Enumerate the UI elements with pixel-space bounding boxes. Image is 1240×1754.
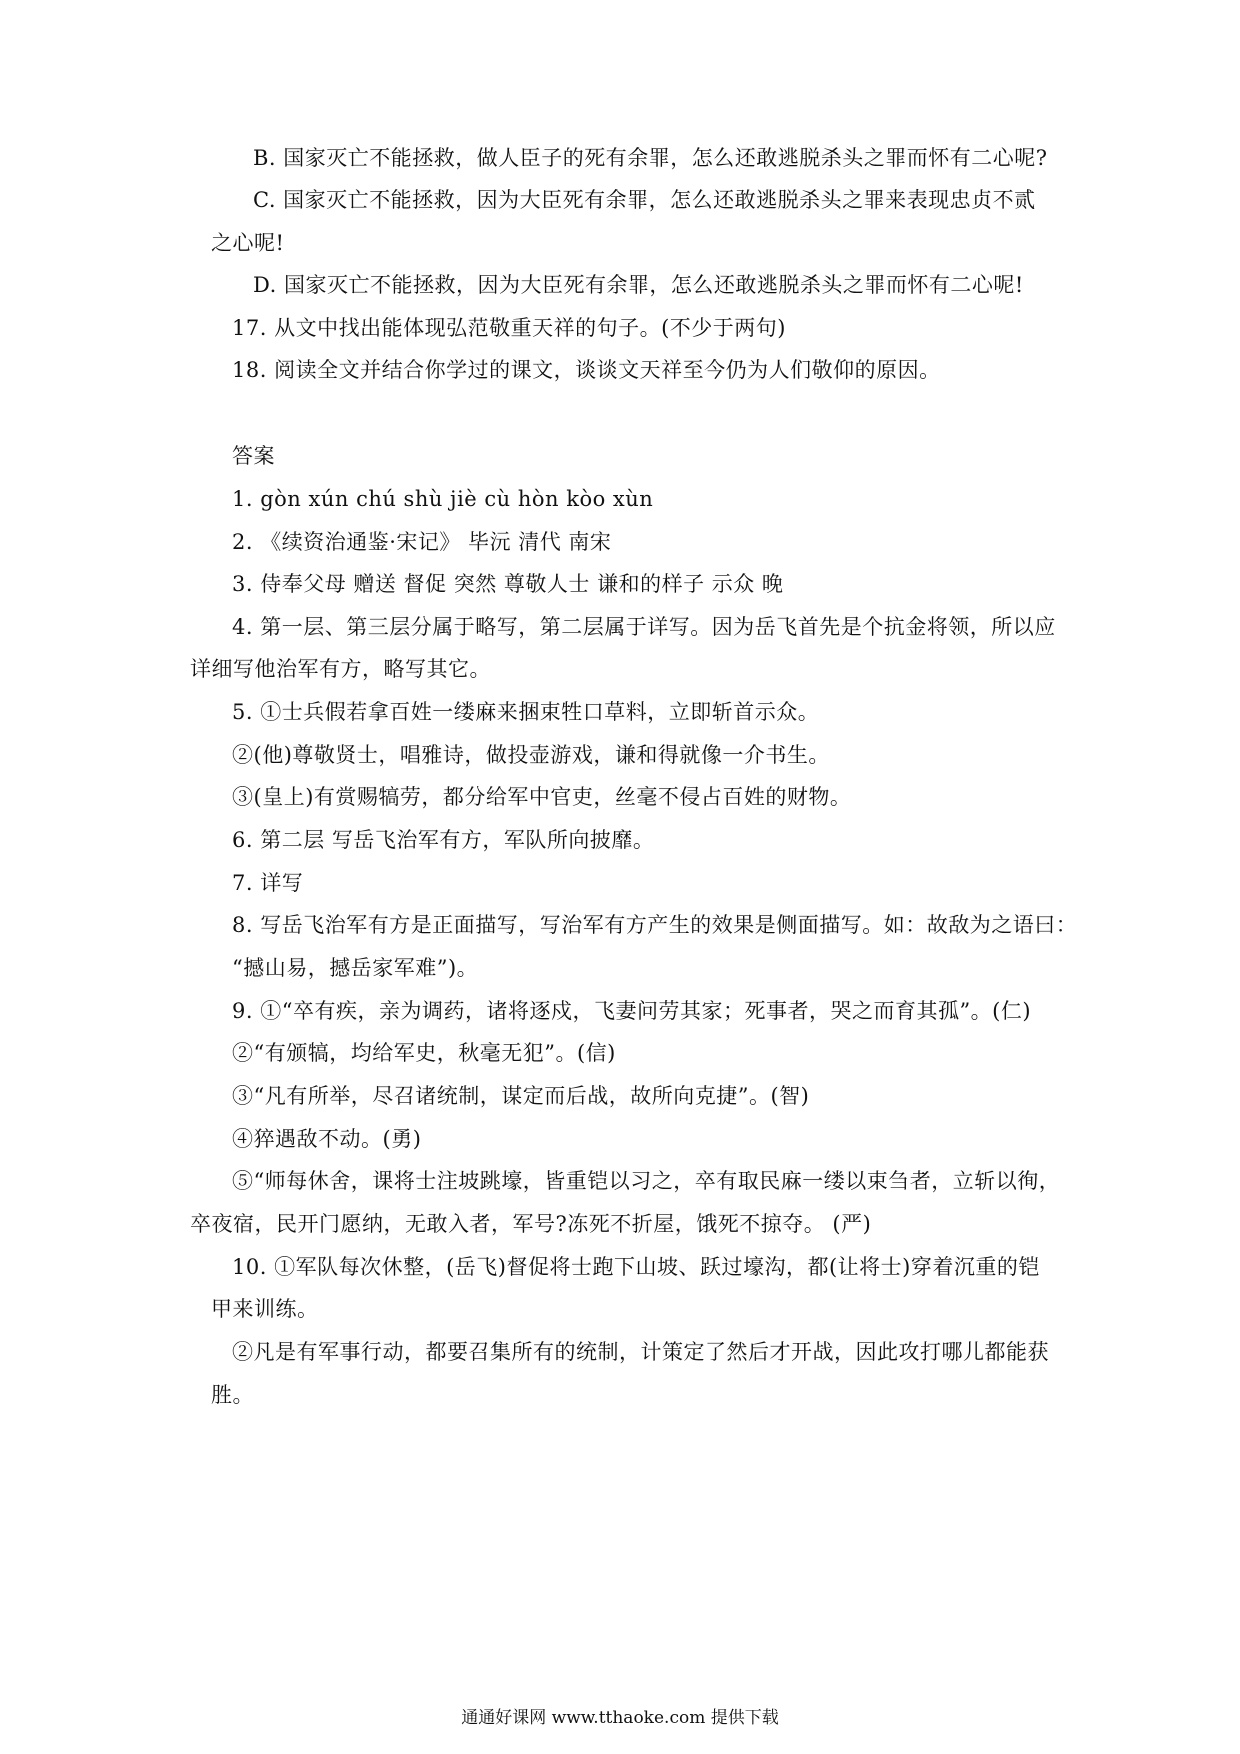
answer-9-2: ②“有颁犒，均给军史，秋毫无犯”。(信) <box>232 1041 616 1065</box>
answer-4: 4. 第一层、第三层分属于略写，第二层属于详写。因为岳飞首先是个抗金将领，所以应 <box>232 615 1056 639</box>
answer-10-1-continuation: 甲来训练。 <box>211 1297 319 1321</box>
option-c-continuation: 之心呢! <box>211 231 285 255</box>
answer-9-3: ③“凡有所举，尽召诸统制，谋定而后战，故所向克捷”。(智) <box>232 1084 810 1108</box>
answer-5-3: ③(皇上)有赏赐犒劳，都分给军中官吏，丝毫不侵占百姓的财物。 <box>232 785 852 809</box>
answer-10-2-continuation: 胜。 <box>211 1383 254 1407</box>
answer-heading: 答案 <box>232 444 275 468</box>
answer-9-5-continuation: 卒夜宿，民开门愿纳，无敢入者，军号?冻死不折屋，饿死不掠夺。 (严) <box>190 1212 872 1236</box>
answer-5-1: 5. ①士兵假若拿百姓一缕麻来捆束牲口草料，立即斩首示众。 <box>232 700 820 724</box>
answer-9-4: ④猝遇敌不动。(勇) <box>232 1127 422 1151</box>
option-c-line: C. 国家灭亡不能拯救，因为大臣死有余罪，怎么还敢逃脱杀头之罪来表现忠贞不贰 <box>253 188 1036 212</box>
option-b-line: B. 国家灭亡不能拯救，做人臣子的死有余罪，怎么还敢逃脱杀头之罪而怀有二心呢? <box>253 146 1048 170</box>
answer-6: 6. 第二层 写岳飞治军有方，军队所向披靡。 <box>232 828 655 852</box>
answer-8: 8. 写岳飞治军有方是正面描写，写治军有方产生的效果是侧面描写。如：故敌为之语曰： <box>232 913 1078 937</box>
question-18: 18. 阅读全文并结合你学过的课文，谈谈文天祥至今仍为人们敬仰的原因。 <box>232 358 941 382</box>
option-d-line: D. 国家灭亡不能拯救，因为大臣死有余罪，怎么还敢逃脱杀头之罪而怀有二心呢! <box>253 273 1024 297</box>
question-17: 17. 从文中找出能体现弘范敬重天祥的句子。(不少于两句) <box>232 316 786 340</box>
answer-7: 7. 详写 <box>232 871 304 895</box>
answer-10-2: ②凡是有军事行动，都要召集所有的统制，计策定了然后才开战，因此攻打哪儿都能获 <box>232 1340 1049 1364</box>
answer-4-continuation: 详细写他治军有方，略写其它。 <box>190 657 491 681</box>
answer-9-1: 9. ①“卒有疾，亲为调药，诸将逐戍，飞妻问劳其家；死事者，哭之而育其孤”。(仁) <box>232 999 1032 1023</box>
answer-8-continuation: “撼山易，撼岳家军难”)。 <box>232 956 479 980</box>
answer-2: 2. 《续资治通鉴·宋记》 毕沅 清代 南宋 <box>232 530 612 554</box>
answer-10-1: 10. ①军队每次休整，(岳飞)督促将士跑下山坡、跃过壕沟，都(让将士)穿着沉重的铠 <box>232 1255 1040 1279</box>
answer-1: 1. gòn xún chú shù jiè cù hòn kòo xùn <box>232 487 654 511</box>
answer-9-5: ⑤“师每休舍，课将士注坡跳壕，皆重铠以习之，卒有取民麻一缕以束刍者，立斩以徇， <box>232 1169 1061 1193</box>
answer-5-2: ②(他)尊敬贤士，唱雅诗，做投壶游戏，谦和得就像一介书生。 <box>232 743 830 767</box>
page-footer: 通通好课网 www.tthaoke.com 提供下载 <box>461 1708 779 1728</box>
answer-3: 3. 侍奉父母 赠送 督促 突然 尊敬人士 谦和的样子 示众 晚 <box>232 572 784 596</box>
